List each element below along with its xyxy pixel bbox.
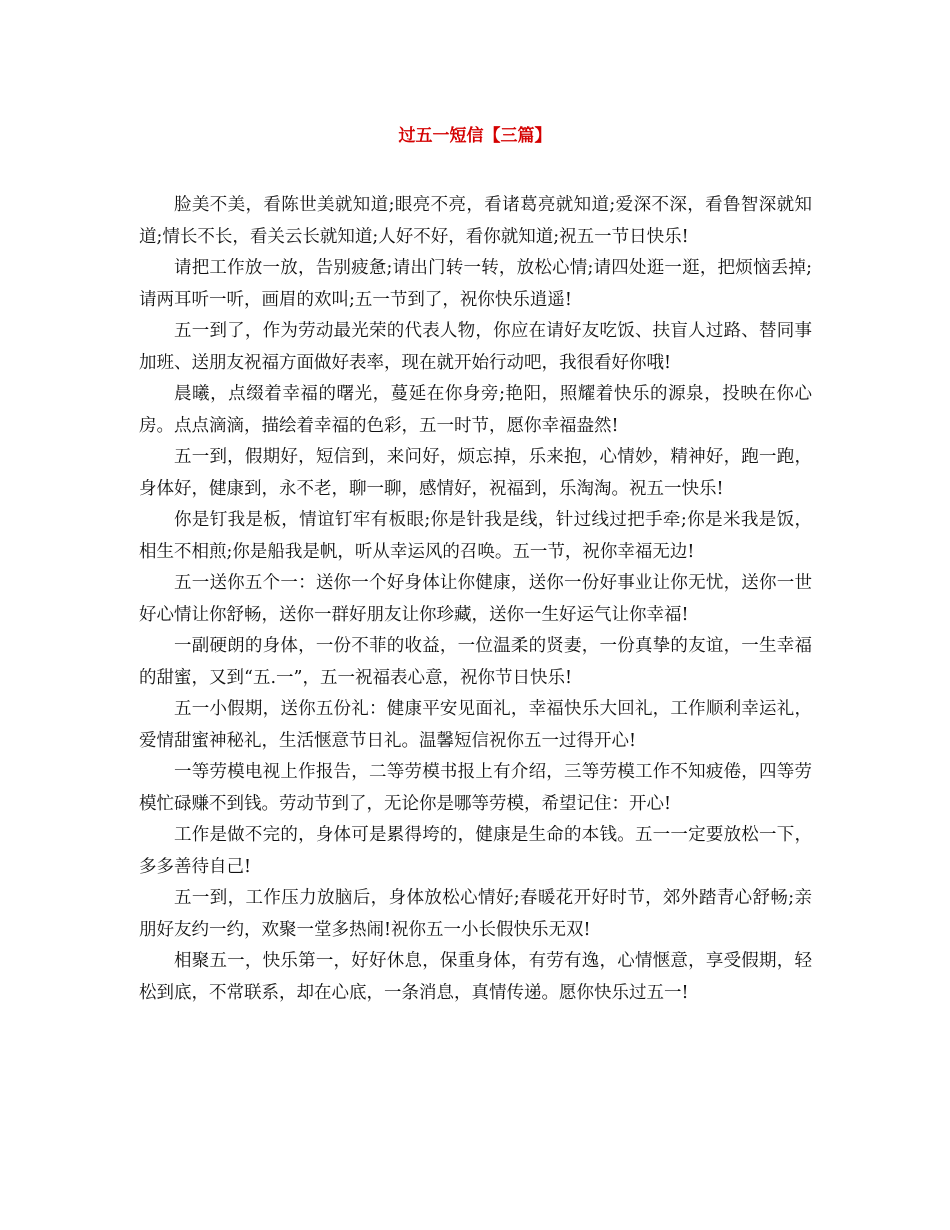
paragraph: 晨曦，点缀着幸福的曙光，蔓延在你身旁;艳阳，照耀着快乐的源泉，投映在你心房。点点滴滴，描绘着幸福的色彩，五一时节，愿你幸福盎然! (139, 384, 812, 436)
paragraph: 一副硬朗的身体，一份不菲的收益，一位温柔的贤妻，一份真挚的友谊，一生幸福的甜蜜，又到“五.一”，五一祝福表心意，祝你节日快乐! (139, 636, 812, 688)
document-body (139, 190, 812, 1009)
paragraph: 五一小假期，送你五份礼：健康平安见面礼，幸福快乐大回礼，工作顺利幸运礼，爱情甜蜜神秘礼，生活惬意节日礼。温馨短信祝你五一过得开心! (139, 699, 812, 751)
paragraph: 一等劳模电视上作报告，二等劳模书报上有介绍，三等劳模工作不知疲倦，四等劳模忙碌赚不到钱。劳动节到了，无论你是哪等劳模，希望记住：开心! (139, 762, 812, 814)
paragraph: 五一到，假期好，短信到，来问好，烦忘掉，乐来抱，心情妙，精神好，跑一跑，身体好，健康到，永不老，聊一聊，感情好，祝福到，乐淘淘。祝五一快乐! (139, 447, 812, 499)
paragraph: 五一到了，作为劳动最光荣的代表人物，你应在请好友吃饭、扶盲人过路、替同事加班、送朋友祝福方面做好表率，现在就开始行动吧，我很看好你哦! (139, 321, 812, 373)
paragraph: 脸美不美，看陈世美就知道;眼亮不亮，看诸葛亮就知道;爱深不深，看鲁智深就知道;情长不长，看关云长就知道;人好不好，看你就知道;祝五一节日快乐! (139, 195, 812, 247)
paragraph: 你是钉我是板，情谊钉牢有板眼;你是针我是线，针过线过把手牵;你是米我是饭，相生不相煎;你是船我是帆，听从幸运风的召唤。五一节，祝你幸福无边! (139, 510, 812, 562)
page-title: 过五一短信【三篇】 (398, 126, 552, 146)
paragraph: 请把工作放一放，告别疲惫;请出门转一转，放松心情;请四处逛一逛，把烦恼丢掉;请两耳听一听，画眉的欢叫;五一节到了，祝你快乐逍遥! (139, 258, 812, 310)
paragraph: 五一送你五个一：送你一个好身体让你健康，送你一份好事业让你无忧，送你一世好心情让你舒畅，送你一群好朋友让你珍藏，送你一生好运气让你幸福! (139, 573, 812, 625)
paragraph: 相聚五一，快乐第一，好好休息，保重身体，有劳有逸，心情惬意，享受假期，轻松到底，不常联系，却在心底，一条消息，真情传递。愿你快乐过五一! (139, 951, 812, 1003)
paragraph: 工作是做不完的，身体可是累得垮的，健康是生命的本钱。五一一定要放松一下，多多善待自己! (139, 825, 812, 877)
paragraph: 五一到，工作压力放脑后，身体放松心情好;春暖花开好时节，郊外踏青心舒畅;亲朋好友约一约，欢聚一堂多热闹!祝你五一小长假快乐无双! (139, 888, 812, 940)
